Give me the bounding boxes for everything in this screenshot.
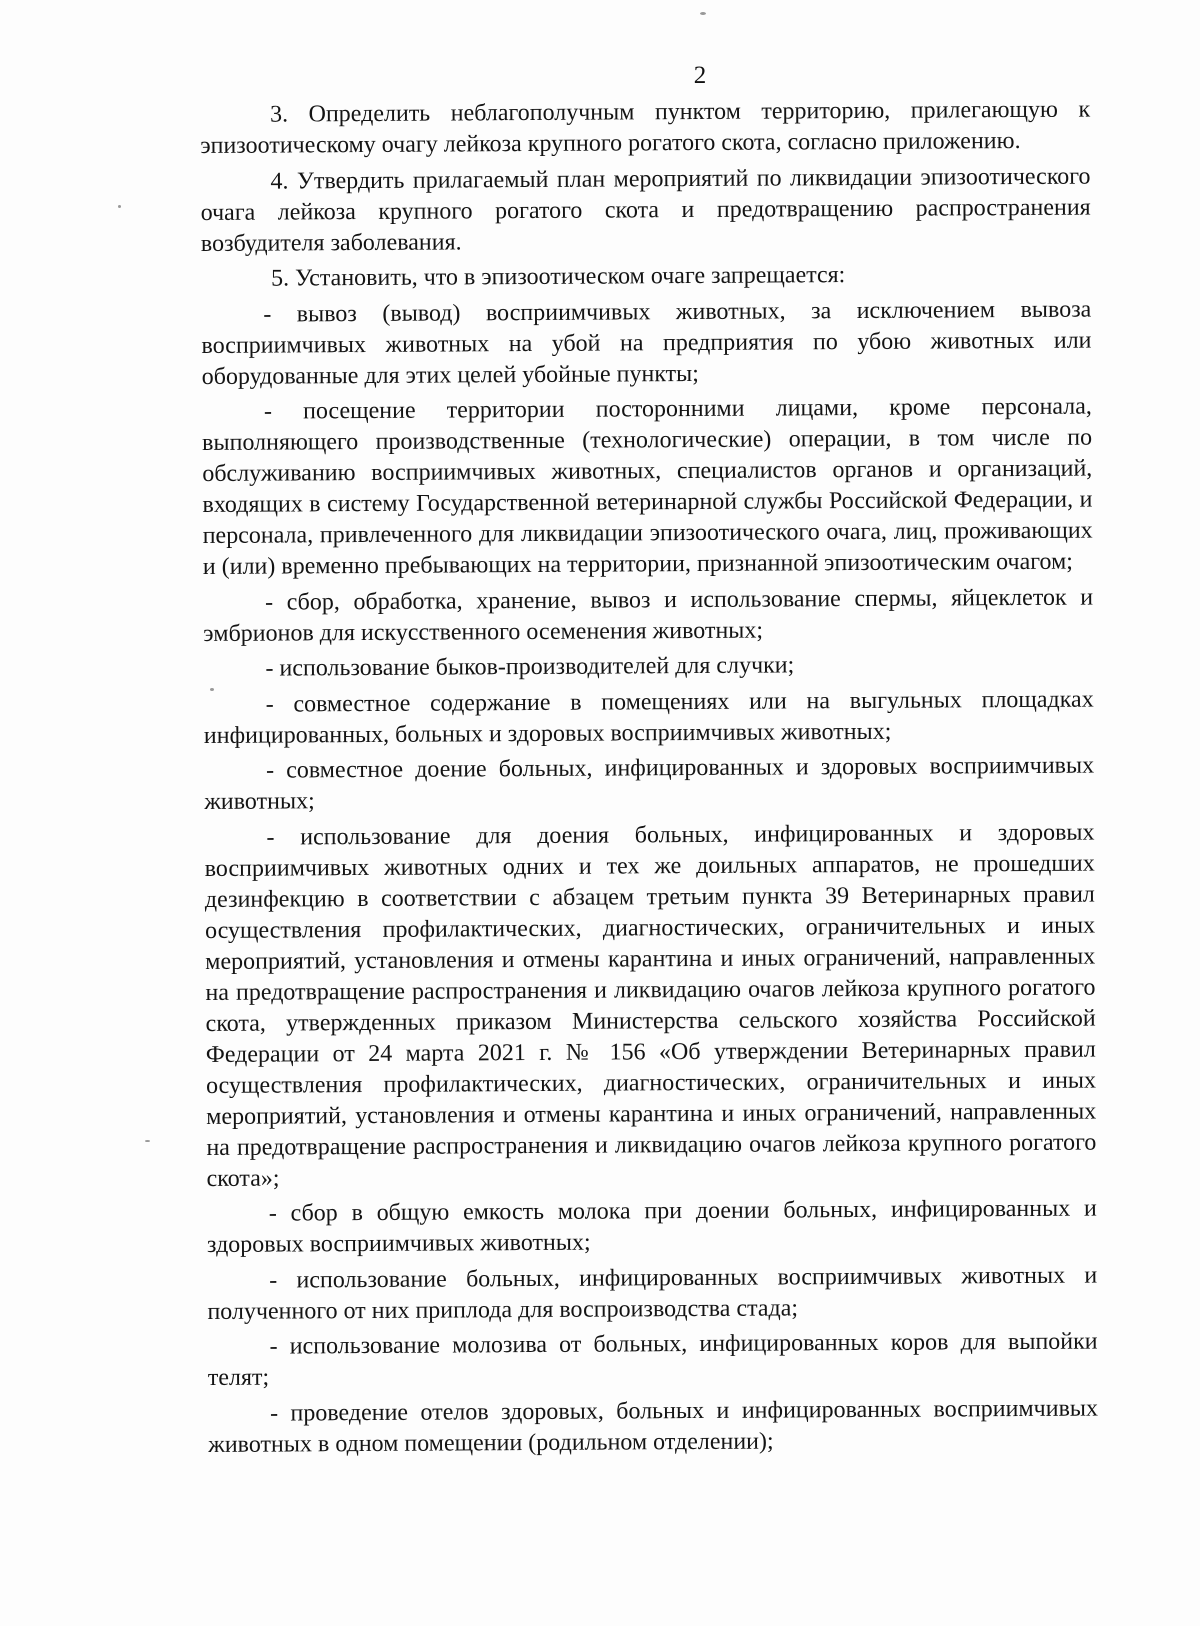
document-body — [200, 95, 1098, 1465]
scan-speck — [145, 1140, 150, 1142]
list-item: - использование для доения больных, инфицированных и здоровых восприимчивых животных одних и тех же доильных аппаратов, не прошедших дезинфекцию в соответствии с абзацем третьим пункта 39 Ветеринарных правил осуществления профилактических, диагностических, ограничительных и иных мероприятий, установления и отмены карантина и иных ограничений, направленных на предотвращение распространения и ликвидацию очагов лейкоза крупного рогатого скота, утвержденных приказом Министерства сельского хозяйства Российской Федерации от 24 марта 2021 г. № 156 «Об утверждении Ветеринарных правил осуществления профилактических, диагностических, ограничительных и иных мероприятий, установления и отмены карантина и иных ограничений, направленных на предотвращение распространения и ликвидацию очагов лейкоза крупного рогатого скота»; — [204, 819, 1097, 1192]
list-item: - посещение территории посторонними лицами, кроме персонала, выполняющего производственные (технологические) операции, в том числе по обслуживанию восприимчивых животных, специалистов органов и организаций, входящих в систему Государственной ветеринарной службы Российской Федерации, и персонала, привлеченного для ликвидации эпизоотического очага, лиц, проживающих и (или) временно пребывающих на территории, признанной эпизоотическим очагом; — [202, 393, 1093, 580]
paragraph-3: 3. Определить неблагополучным пунктом территорию, прилегающую к эпизоотическому очагу лейкоза крупного рогатого скота, согласно приложению. — [200, 96, 1091, 159]
paragraph-5: 5. Установить, что в эпизоотическом очаге запрещается: — [271, 262, 846, 292]
list-item: - совместное содержание в помещениях или на выгульных площадках инфицированных, больных и здоровых восприимчивых животных; — [203, 686, 1094, 749]
list-item: - совместное доение больных, инфицированных и здоровых восприимчивых животных; — [204, 752, 1095, 815]
scan-speck — [700, 12, 706, 15]
list-item: - вывоз (вывод) восприимчивых животных, за исключением вывоза восприимчивых животных на убой на предприятия по убою животных или оборудованные для этих целей убойные пункты; — [201, 296, 1092, 390]
paragraph-4: 4. Утвердить прилагаемый план мероприятий по ликвидации эпизоотического очага лейкоза крупного рогатого скота и предотвращению распространения возбудителя заболевания. — [200, 163, 1091, 257]
list-item: - сбор в общую емкость молока при доении больных, инфицированных и здоровых восприимчивых животных; — [206, 1195, 1097, 1258]
list-item: - использование больных, инфицированных восприимчивых животных и полученного от них приплода для воспроизводства стада; — [207, 1262, 1098, 1325]
list-item: - сбор, обработка, хранение, вывоз и использование спермы, яйцеклеток и эмбрионов для искусственного осеменения животных; — [203, 584, 1094, 647]
list-item: - использование быков-производителей для случки; — [265, 652, 795, 682]
list-item: - проведение отелов здоровых, больных и инфицированных восприимчивых животных в одном помещении (родильном отделении); — [208, 1395, 1099, 1458]
scan-speck — [118, 205, 121, 208]
page-number: 2 — [693, 62, 707, 89]
list-item: - использование молозива от больных, инфицированных коров для выпойки телят; — [207, 1328, 1098, 1391]
